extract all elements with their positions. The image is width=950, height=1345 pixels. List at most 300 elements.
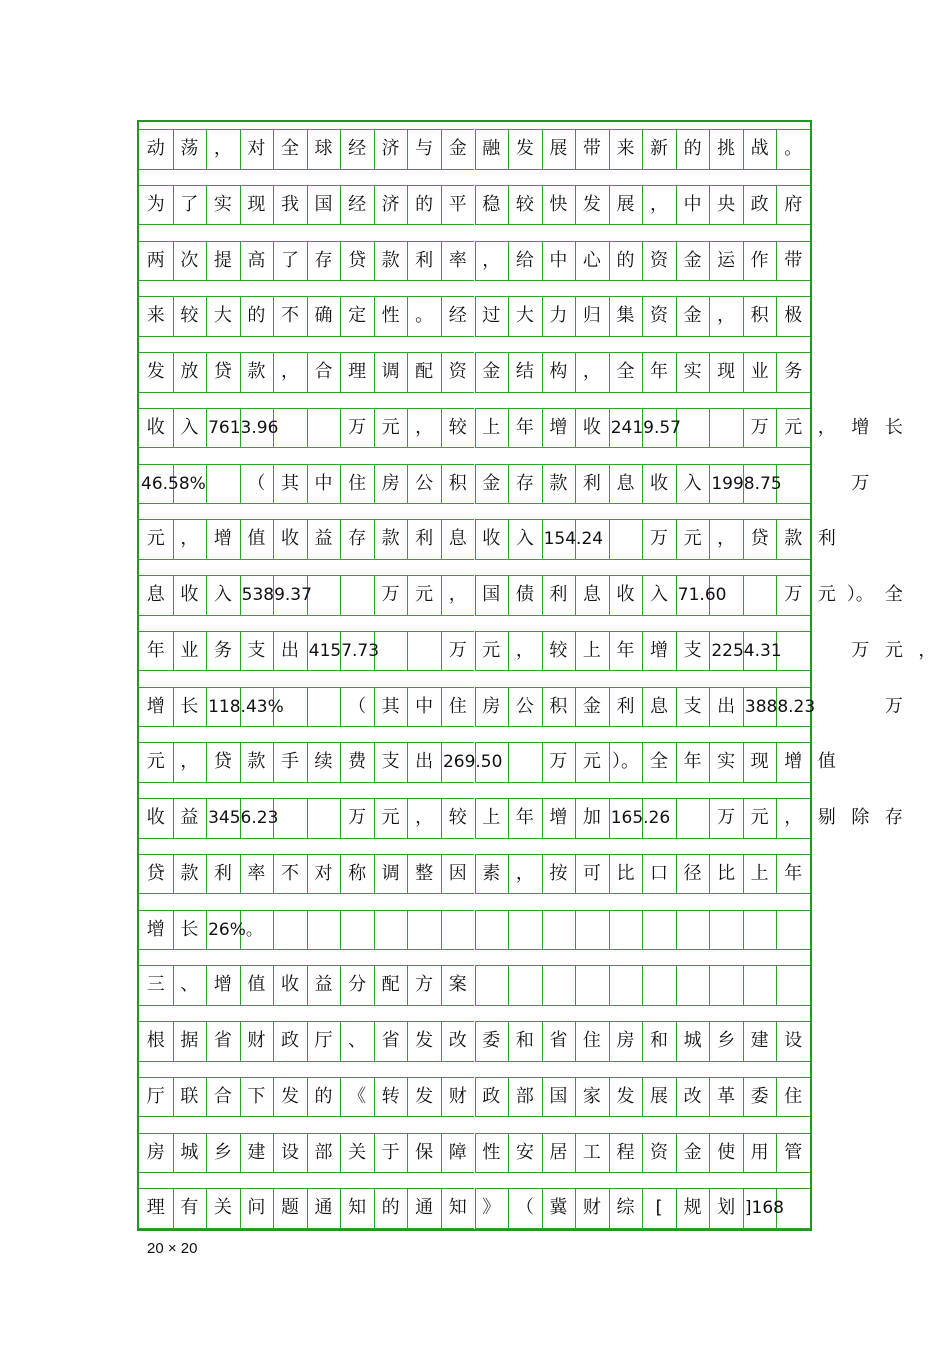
line-char: 动 [146, 138, 165, 159]
line-char: 发 [146, 361, 165, 382]
line-char: 构 [549, 361, 568, 382]
line-char: 转 [381, 1085, 400, 1107]
text-line [139, 631, 937, 671]
line-char: 收 [146, 807, 165, 828]
line-char: 管 [784, 1141, 803, 1163]
line-char: 家 [582, 1085, 601, 1107]
line-char: 济 [381, 138, 400, 159]
line-char: 通 [314, 1197, 333, 1219]
line-char: 发 [415, 1030, 434, 1051]
line-char: 益 [314, 528, 333, 550]
line-char: 贷 [213, 361, 232, 382]
line-char: 手 [280, 751, 299, 773]
text-line [139, 519, 836, 559]
line-char: 益 [314, 974, 333, 996]
line-char: 年 [146, 639, 165, 661]
line-char: 续 [314, 751, 333, 773]
line-char: 存 [348, 528, 367, 550]
line-char: 71.60 [677, 585, 727, 605]
line-char: 收 [616, 584, 635, 605]
line-char: ， [482, 249, 501, 271]
line-char: 房 [482, 695, 501, 717]
line-char: 万 [549, 751, 568, 773]
line-char: 118.43% [208, 696, 284, 717]
line-char: 万 [784, 584, 803, 605]
line-char: 支 [247, 639, 266, 661]
text-line [139, 575, 903, 615]
line-char: 荡 [180, 138, 199, 159]
line-char: 财 [582, 1197, 601, 1219]
line-char: 支 [683, 695, 702, 717]
line-char: 障 [448, 1141, 467, 1163]
line-char: 元 [381, 807, 400, 828]
line-char: 利 [582, 472, 601, 494]
line-char: 全 [884, 584, 903, 605]
line-char: 不 [280, 862, 299, 884]
line-char: 知 [448, 1197, 467, 1219]
text-line [139, 687, 903, 727]
line-char: 金 [582, 695, 601, 717]
line-char: 国 [482, 584, 501, 605]
line-char: 加 [582, 807, 601, 828]
line-char: 全 [650, 751, 669, 773]
line-char: 息 [616, 472, 635, 494]
line-char: 款 [247, 751, 266, 773]
line-char: 5389.37 [241, 585, 312, 605]
line-char: 贷 [146, 862, 165, 884]
line-char: 性 [482, 1141, 501, 1163]
line-char: 发 [582, 193, 601, 215]
line-char: 1998.75 [711, 473, 782, 494]
line-char: 因 [448, 862, 467, 884]
line-char: 的 [381, 1197, 400, 1219]
line-char: 理 [348, 361, 367, 382]
line-char: 利 [213, 862, 232, 884]
line-char: 和 [650, 1030, 669, 1051]
line-char: 房 [616, 1030, 635, 1051]
text-line [139, 408, 903, 448]
line-char: 较 [180, 305, 199, 327]
line-char: 、 [348, 1030, 367, 1051]
line-char: 比 [616, 862, 635, 884]
line-char: 费 [348, 751, 367, 773]
line-char: 、 [180, 974, 199, 996]
line-char: 元 [784, 416, 803, 438]
line-char: 保 [415, 1141, 434, 1163]
line-char: 增 [146, 918, 165, 940]
line-char: 利 [415, 249, 434, 271]
line-char: 金 [683, 305, 702, 327]
line-char: 款 [180, 862, 199, 884]
line-char: 稳 [482, 193, 501, 215]
line-char: 增 [784, 751, 803, 773]
line-char: 元 [817, 584, 836, 605]
line-char: 大 [515, 305, 534, 327]
line-char: 发 [616, 1085, 635, 1107]
line-char: 益 [180, 807, 199, 828]
line-char: 给 [515, 249, 534, 271]
line-char: 关 [348, 1141, 367, 1163]
line-char: 口 [650, 862, 669, 884]
line-char: （ [348, 695, 367, 717]
line-char: 出 [717, 695, 736, 717]
text-line [139, 854, 810, 894]
line-char: 可 [582, 862, 601, 884]
line-char: 设 [280, 1141, 299, 1163]
line-char: 积 [549, 695, 568, 717]
line-char: 通 [415, 1197, 434, 1219]
line-char: 用 [750, 1141, 769, 1163]
line-char: 划 [717, 1197, 736, 1219]
line-char: 2419.57 [610, 417, 681, 438]
line-char: 入 [683, 472, 702, 494]
line-char: 下 [247, 1085, 266, 1107]
line-char: 过 [482, 305, 501, 327]
line-char: 配 [415, 361, 434, 382]
line-char: 26%。 [208, 919, 263, 940]
line-char: 的 [247, 305, 266, 327]
line-char: 发 [515, 138, 534, 159]
line-char: 实 [683, 361, 702, 382]
line-char: 款 [549, 472, 568, 494]
line-char: 比 [717, 862, 736, 884]
line-char: 元 [146, 751, 165, 773]
line-char: （ [247, 472, 266, 494]
line-char: ， [213, 138, 232, 159]
line-char: 贷 [750, 528, 769, 550]
line-char: 展 [616, 193, 635, 215]
line-char: 规 [683, 1197, 702, 1219]
line-char: 年 [683, 751, 702, 773]
line-char: 利 [817, 528, 836, 550]
line-char: 长 [180, 695, 199, 717]
line-char: 知 [348, 1197, 367, 1219]
line-char: 154.24 [543, 529, 604, 550]
line-char: 挑 [717, 138, 736, 159]
line-char: 务 [784, 361, 803, 382]
line-char: 资 [650, 1141, 669, 1163]
line-char: 发 [280, 1085, 299, 1107]
line-char: 委 [482, 1030, 501, 1051]
line-char: 有 [180, 1197, 199, 1219]
line-char: 中 [415, 695, 434, 717]
line-char: 我 [280, 193, 299, 215]
line-char: 提 [213, 249, 232, 271]
line-char: 极 [784, 305, 803, 327]
line-char: 关 [213, 1197, 232, 1219]
line-char: 对 [247, 138, 266, 159]
line-char: 长 [884, 416, 903, 438]
line-char: 债 [515, 584, 534, 605]
line-char: 城 [683, 1030, 702, 1051]
line-char: 上 [750, 862, 769, 884]
line-char: 积 [750, 305, 769, 327]
text-line [139, 1188, 810, 1228]
line-char: 定 [348, 305, 367, 327]
line-char: 元 [582, 751, 601, 773]
line-char: 房 [146, 1141, 165, 1163]
line-char: 入 [180, 416, 199, 438]
line-char: 年 [515, 416, 534, 438]
line-char: 收 [146, 416, 165, 438]
line-char: 运 [717, 249, 736, 271]
line-char: 居 [549, 1141, 568, 1163]
line-char: 快 [549, 193, 568, 215]
line-char: 现 [750, 751, 769, 773]
line-char: 案 [448, 974, 467, 996]
text-line [139, 1133, 810, 1173]
line-char: 增 [851, 416, 870, 438]
line-char: 增 [549, 416, 568, 438]
line-char: 综 [616, 1197, 635, 1219]
line-char: 万 [750, 416, 769, 438]
line-char: 径 [683, 862, 702, 884]
line-char: 展 [650, 1085, 669, 1107]
line-char: 实 [717, 751, 736, 773]
line-char: ， [582, 361, 601, 382]
line-char: 程 [616, 1141, 635, 1163]
line-char: ， [515, 639, 534, 661]
line-char: 出 [280, 639, 299, 661]
line-char: 万 [448, 639, 467, 661]
line-char: ， [180, 528, 199, 550]
line-char: 问 [247, 1197, 266, 1219]
line-char: 金 [448, 138, 467, 159]
line-char: 委 [750, 1085, 769, 1107]
line-char: ）。 [611, 751, 639, 773]
line-char: 增 [146, 695, 165, 717]
line-char: 住 [448, 695, 467, 717]
line-char: 合 [314, 361, 333, 382]
line-char: ， [415, 416, 434, 438]
line-char: 为 [146, 193, 165, 215]
line-char: 年 [650, 361, 669, 382]
line-char: 积 [448, 472, 467, 494]
line-char: 省 [381, 1030, 400, 1051]
line-char: 年 [515, 807, 534, 828]
line-char: 带 [582, 138, 601, 159]
line-char: 实 [213, 193, 232, 215]
line-char: 使 [717, 1141, 736, 1163]
line-char: 于 [381, 1141, 400, 1163]
line-char: 业 [180, 639, 199, 661]
line-char: 息 [650, 695, 669, 717]
line-char: 全 [280, 138, 299, 159]
line-char: 万 [851, 472, 870, 494]
line-char: 三 [146, 974, 165, 996]
line-char: 上 [482, 807, 501, 828]
line-char: 2254.31 [711, 640, 782, 661]
line-char: 心 [582, 249, 601, 271]
line-char: 力 [549, 305, 568, 327]
line-char: 根 [146, 1030, 165, 1051]
line-char: 题 [280, 1197, 299, 1219]
line-char: 存 [884, 807, 903, 828]
line-char: 出 [415, 751, 434, 773]
line-char: 元 [750, 807, 769, 828]
line-char: 值 [247, 528, 266, 550]
line-char: 存 [515, 472, 534, 494]
line-char: 大 [213, 305, 232, 327]
line-char: 的 [314, 1085, 333, 1107]
line-char: ， [717, 305, 736, 327]
line-char: 》 [482, 1197, 501, 1219]
line-char: 融 [482, 138, 501, 159]
line-char: 165.26 [610, 808, 671, 828]
line-char: 万 [717, 807, 736, 828]
line-char: 年 [616, 639, 635, 661]
line-char: 政 [482, 1085, 501, 1107]
text-line [139, 129, 810, 169]
line-char: [ [655, 1197, 663, 1219]
line-char: 万 [381, 584, 400, 605]
line-char: 政 [750, 193, 769, 215]
line-char: 了 [180, 193, 199, 215]
line-char: 称 [348, 862, 367, 884]
line-char: 元 [884, 639, 903, 661]
line-char: 息 [448, 528, 467, 550]
line-char: ）。 [846, 584, 874, 605]
line-char: 中 [683, 193, 702, 215]
line-char: 资 [650, 305, 669, 327]
line-char: 财 [247, 1030, 266, 1051]
line-char: 入 [515, 528, 534, 550]
line-char: 万 [650, 528, 669, 550]
line-char: 上 [582, 639, 601, 661]
text-line [139, 1077, 810, 1117]
line-char: 除 [851, 807, 870, 828]
line-char: 长 [180, 918, 199, 940]
line-char: 款 [381, 249, 400, 271]
line-char: 展 [549, 138, 568, 159]
line-char: 厅 [146, 1085, 165, 1107]
line-char: 现 [717, 361, 736, 382]
line-char: 较 [515, 193, 534, 215]
line-char: 值 [247, 974, 266, 996]
line-char: 结 [515, 361, 534, 382]
line-char: 其 [280, 472, 299, 494]
line-char: 府 [784, 193, 803, 215]
line-char: 业 [750, 361, 769, 382]
line-char: 住 [784, 1085, 803, 1107]
line-char: ， [784, 807, 803, 828]
line-char: 款 [247, 361, 266, 382]
line-char: 金 [482, 472, 501, 494]
line-char: 不 [280, 305, 299, 327]
line-char: 支 [381, 751, 400, 773]
line-char: ， [415, 807, 434, 828]
line-char: 较 [549, 639, 568, 661]
line-char: 经 [348, 193, 367, 215]
line-char: 全 [616, 361, 635, 382]
line-char: 公 [515, 695, 534, 717]
line-char: 和 [515, 1030, 534, 1051]
line-char: 收 [650, 472, 669, 494]
line-char: 革 [717, 1085, 736, 1107]
line-char: 厅 [314, 1030, 333, 1051]
line-char: 较 [448, 416, 467, 438]
line-char: 改 [683, 1085, 702, 1107]
text-line [139, 241, 810, 281]
line-char: 元 [683, 528, 702, 550]
line-char: 济 [381, 193, 400, 215]
line-char: 46.58% [141, 473, 206, 494]
line-char: 确 [314, 305, 333, 327]
line-char: ， [180, 751, 199, 773]
line-char: 现 [247, 193, 266, 215]
line-char: 设 [784, 1030, 803, 1051]
line-char: 调 [381, 862, 400, 884]
line-char: 调 [381, 361, 400, 382]
line-char: ]168 [744, 1198, 784, 1219]
line-char: 放 [180, 361, 199, 382]
line-char: 款 [381, 528, 400, 550]
line-char: 上 [482, 416, 501, 438]
text-line [139, 296, 810, 336]
line-char: 发 [415, 1085, 434, 1107]
line-char: 率 [448, 249, 467, 271]
line-char: 平 [448, 193, 467, 215]
line-char: 金 [683, 249, 702, 271]
line-char: 3456.23 [208, 808, 279, 828]
line-char: 万 [884, 695, 903, 717]
manuscript-grid-page [137, 120, 937, 1231]
line-char: 息 [582, 584, 601, 605]
line-char: 部 [515, 1085, 534, 1107]
line-char: 的 [616, 249, 635, 271]
text-line [139, 464, 870, 504]
line-char: 合 [213, 1085, 232, 1107]
line-char: 收 [280, 528, 299, 550]
line-char: 支 [683, 639, 702, 661]
line-char: 收 [482, 528, 501, 550]
line-char: 国 [549, 1085, 568, 1107]
line-char: 城 [180, 1141, 199, 1163]
line-char: 元 [482, 639, 501, 661]
line-char: 高 [247, 249, 266, 271]
line-char: 乡 [717, 1030, 736, 1051]
line-char: 工 [582, 1141, 601, 1163]
line-char: 财 [448, 1085, 467, 1107]
line-char: 球 [314, 138, 333, 159]
line-char: 息 [146, 584, 165, 605]
line-char: 据 [180, 1030, 199, 1051]
line-char: 归 [582, 305, 601, 327]
line-char: 素 [482, 862, 501, 884]
line-char: 来 [146, 305, 165, 327]
line-char: 两 [146, 249, 165, 271]
line-char: 剔 [817, 807, 836, 828]
line-char: 改 [448, 1030, 467, 1051]
line-char: 部 [314, 1141, 333, 1163]
line-char: 战 [750, 138, 769, 159]
line-char: 央 [717, 193, 736, 215]
line-char: 次 [180, 249, 199, 271]
line-char: 收 [180, 584, 199, 605]
text-line [139, 965, 810, 1005]
line-char: 住 [348, 472, 367, 494]
line-char: 公 [415, 472, 434, 494]
line-char: 国 [314, 193, 333, 215]
line-char: 款 [784, 528, 803, 550]
line-char: 中 [549, 249, 568, 271]
line-char: 万 [348, 807, 367, 828]
line-char: 率 [247, 862, 266, 884]
line-char: 万 [348, 416, 367, 438]
grid-size-label: 20 × 20 [147, 1240, 198, 1257]
line-char: 省 [213, 1030, 232, 1051]
line-char: 经 [448, 305, 467, 327]
